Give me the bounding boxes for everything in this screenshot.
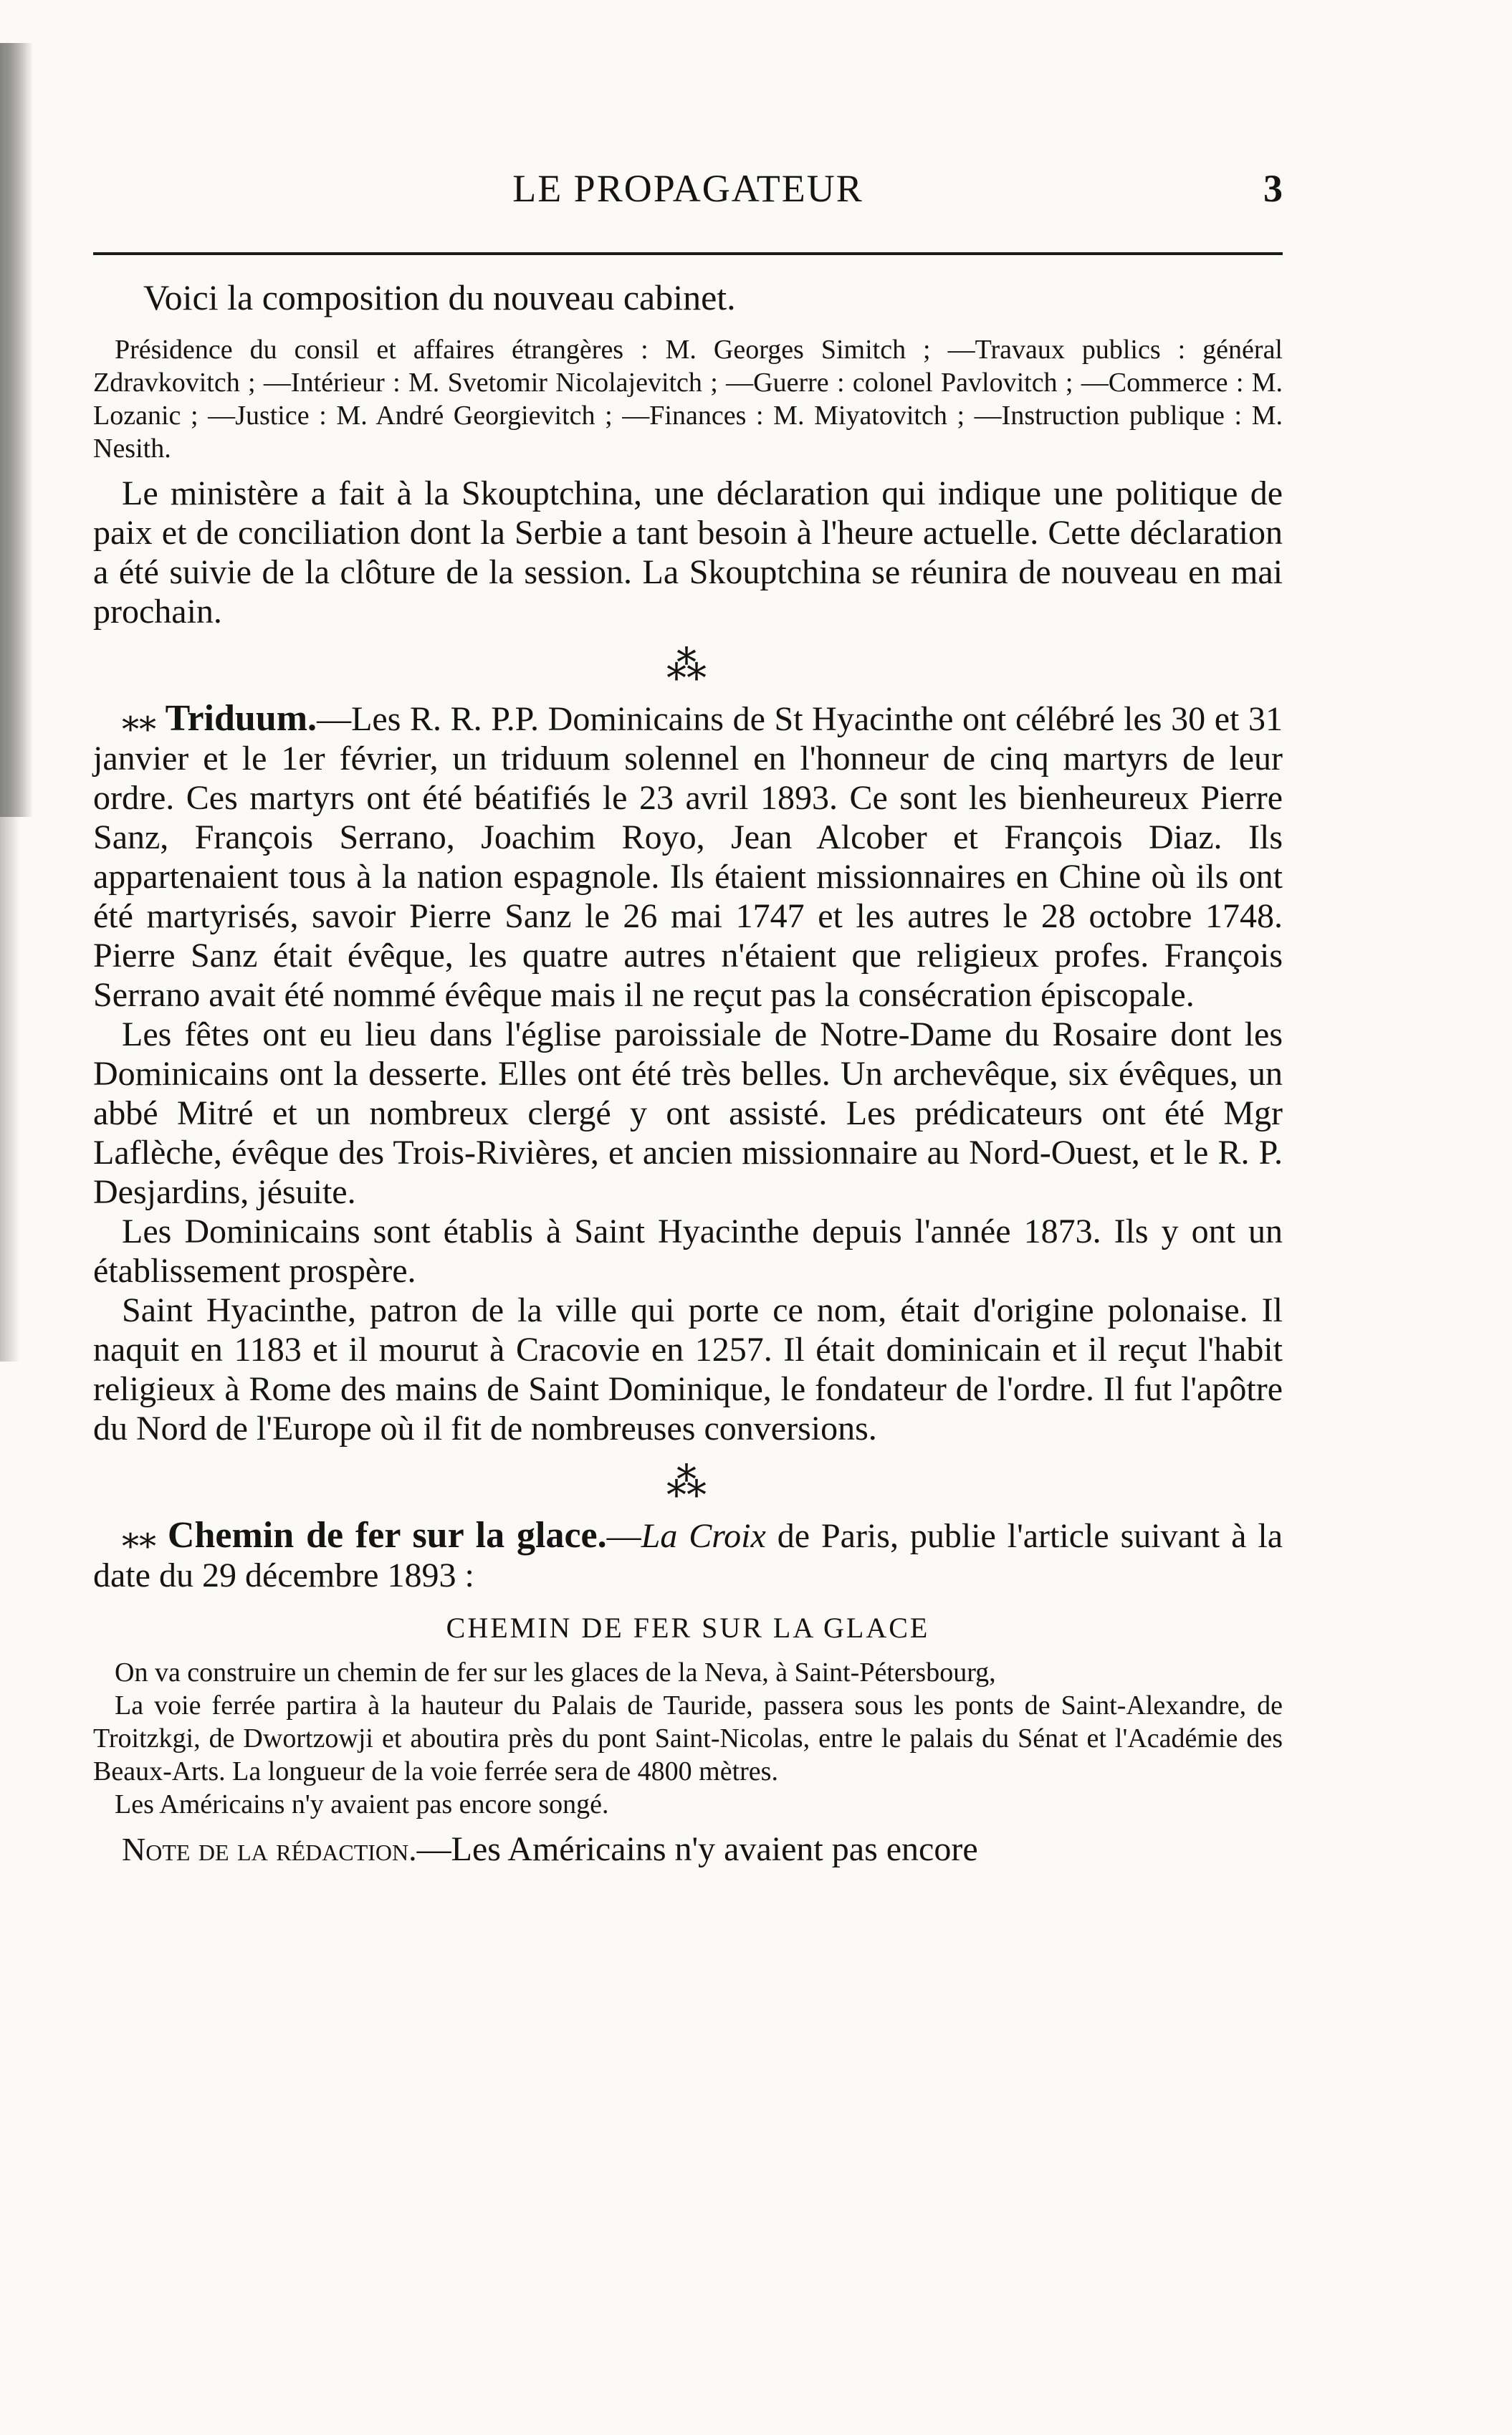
page-number: 3: [1263, 167, 1283, 210]
cabinet-members: Présidence du consil et affaires étrangères : M. Georges Simitch ; —Travaux publics : général Zdravkovitch ; —Intérieur : M. Svetomir Nicolajevitch ; —Guerre : colonel Pavlovitch ; —Commerce : M. Lozanic ; —Justice : M. André Georgievitch ; —Finances : M. Miyatovitch ; —Instruction publique : M. Nesith.: [93, 335, 1283, 464]
article-body: [93, 276, 1283, 1869]
triduum-paragraph-4: Saint Hyacinthe, patron de la ville qui porte ce nom, était d'origine polonaise. Il naquit en 1183 et il mourut à Cracovie en 1257. Il était dominicain et il reçut l'habit religieux à Rome des mains de Saint Dominique, le fondateur de l'ordre. Il fut l'apôtre du Nord de l'Europe où il fit de nombreuses conversions.: [93, 1291, 1283, 1448]
asterism-2: ⁂: [666, 1461, 709, 1506]
cabinet-intro: Voici la composition du nouveau cabinet.: [143, 277, 736, 317]
editorial-note-text: —Les Américains n'y avaient pas encore: [416, 1830, 978, 1868]
page-header: [93, 166, 1283, 224]
cabinet-declaration: Le ministère a fait à la Skouptchina, une déclaration qui indique une politique de paix et de conciliation dont la Serbie a tant besoin à l'heure actuelle. Cette déclaration a été suivie de la clôture de la session. La Skouptchina se réunira de nouveau en mai prochain.: [93, 474, 1283, 631]
editorial-note: [93, 1829, 1283, 1869]
chemin-lead-rest: de Paris, publie l'article suivant à la date du 29 décembre 1893 :: [93, 1517, 1283, 1594]
chemin-lead-paragraph: [93, 1516, 1283, 1595]
triduum-paragraph-3: Les Dominicains sont établis à Saint Hyacinthe depuis l'année 1873. Ils y ont un établissement prospère.: [93, 1212, 1283, 1290]
header-rule: [93, 252, 1283, 255]
asterism-1: ⁂: [666, 644, 709, 689]
quoted-article-title: CHEMIN DE FER SUR LA GLACE: [446, 1612, 930, 1644]
triduum-heading: Triduum.: [165, 698, 317, 739]
chemin-heading: Chemin de fer sur la glace.: [167, 1515, 607, 1556]
triduum-paragraph-1: [93, 699, 1283, 1015]
triduum-paragraph-2: Les fêtes ont eu lieu dans l'église paroissiale de Notre-Dame du Rosaire dont les Dominicains ont la desserte. Elles ont été très belles. Un archevêque, six évêques, un abbé Mitré et un nombreux clergé y ont assisté. Les prédicateurs ont été Mgr Laflèche, évêque des Trois-Rivières, et ancien missionnaire au Nord-Ouest, et le R. P. Desjardins, jésuite.: [93, 1015, 1283, 1211]
quoted-paragraph-2: La voie ferrée partira à la hauteur du Palais de Tauride, passera sous les ponts de Saint-Alexandre, de Troitzkgi, de Dwortzowji et aboutira près du pont Saint-Nicolas, entre le palais du Sénat et l'Académie des Beaux-Arts. La longueur de la voie ferrée sera de 4800 mètres.: [93, 1690, 1283, 1786]
binding-shadow-lower: [0, 817, 20, 1362]
editorial-note-label: Note de la rédaction.: [122, 1831, 417, 1867]
chemin-lead-mark: ⁎⁎: [122, 1517, 156, 1555]
quoted-paragraph-1: On va construire un chemin de fer sur les glaces de la Neva, à Saint-Pétersbourg,: [115, 1657, 996, 1688]
triduum-lead-mark: ⁎⁎: [122, 700, 156, 738]
triduum-text-1: —Les R. R. P.P. Dominicains de St Hyacinthe ont célébré les 30 et 31 janvier et le 1er février, un triduum solennel en l'honneur de cinq martyrs de leur ordre. Ces martyrs ont été béatifiés le 23 avril 1893. Ce sont les bienheureux Pierre Sanz, François Serrano, Joachim Royo, Jean Alcober et François Diaz. Ils appartenaient tous à la nation espagnole. Ils étaient missionnaires en Chine où ils ont été martyrisés, savoir Pierre Sanz le 26 mai 1747 et les autres le 28 octobre 1748. Pierre Sanz était évêque, les quatre autres n'étaient que religieux profes. François Serrano avait été nommé évêque mais il ne reçut pas la consécration épiscopale.: [93, 700, 1283, 1014]
chemin-dash: —: [606, 1517, 641, 1555]
running-title: LE PROPAGATEUR: [512, 167, 863, 210]
binding-shadow: [0, 43, 33, 817]
chemin-source: La Croix: [641, 1517, 766, 1555]
quoted-paragraph-3: Les Américains n'y avaient pas encore songé.: [115, 1789, 609, 1819]
